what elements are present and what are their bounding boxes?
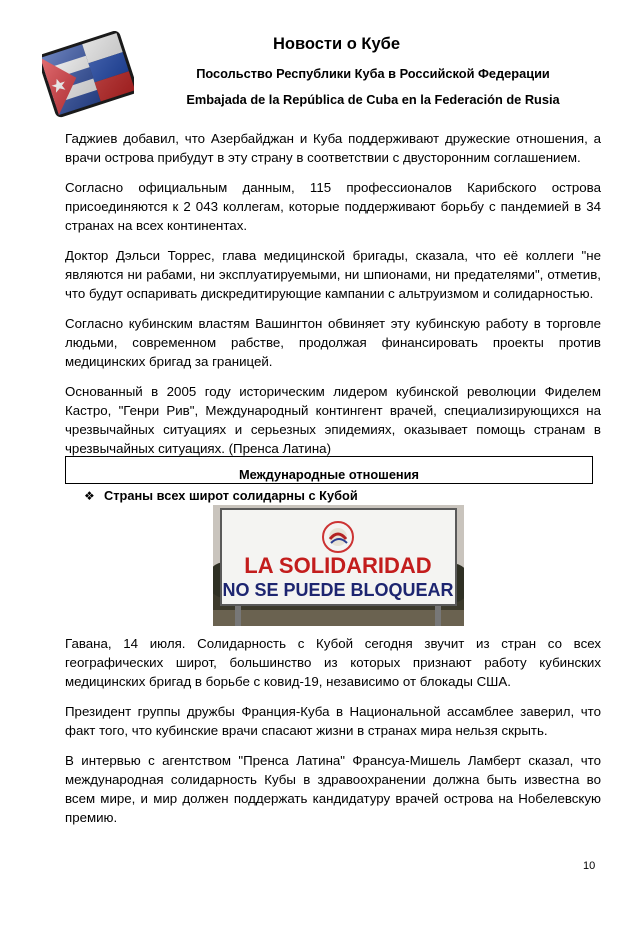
page-title: Новости о Кубе xyxy=(272,35,401,53)
paragraph: Президент группы дружбы Франция-Куба в Национальной ассамблее заверил, что факт того, что кубинские врачи спасают жизни в странах мира нельзя скрыть. xyxy=(65,704,601,738)
embassy-name-es: Embajada de la República de Cuba en la Federación de Rusia xyxy=(186,92,560,107)
sign-line1: LA SOLIDARIDAD xyxy=(244,553,432,578)
paragraph: Гаджиев добавил, что Азербайджан и Куба поддерживают дружеские отношения, а врачи острова прибудут в эту страну в соответствии с двусторонним соглашением. xyxy=(65,131,601,165)
section-header-box xyxy=(65,456,593,484)
diamond-bullet-icon: ❖ xyxy=(84,489,95,503)
paragraph: Гавана, 14 июля. Солидарность с Кубой сегодня звучит из стран со всех географических широт, большинство из которых признают работу кубинских медицинских бригад в борьбе с ковид-19, независимо от блокады США. xyxy=(65,636,601,689)
paragraph: Основанный в 2005 году историческим лидером кубинской революции Фиделем Кастро, "Генри Рив", Международный контингент врачей, специализирующихся на чрезвычайных ситуациях и серьезных эпидемиях, оказывает помощь странам в чрезвычайных ситуациях. (Пренса Латина) xyxy=(65,384,601,456)
section-label: Международные отношения xyxy=(239,467,419,482)
paragraph: Согласно кубинским властям Вашингтон обвиняет эту кубинскую работу в торговле людьми, современном рабстве, продолжая финансировать проекты против медицинских бригад за границей. xyxy=(65,316,601,369)
sign-line2: NO SE PUEDE BLOQUEAR xyxy=(222,580,454,600)
article-body xyxy=(65,634,601,838)
page-number: 10 xyxy=(583,860,596,872)
paragraph: Доктор Дэльси Торрес, глава медицинской бригады, сказала, что её коллеги "не являются ни рабами, ни эксплуатируемыми, ни шпионами, ни предателями", отметив, что будут оспаривать дискредитирующие кампании с альтруизмом и солидарностью. xyxy=(65,248,601,301)
embassy-name-ru: Посольство Республики Куба в Российской Федерации xyxy=(196,66,550,81)
headline-text: Страны всех широт солидарны с Кубой xyxy=(104,488,358,503)
paragraph: Согласно официальным данным, 115 профессионалов Карибского острова присоединяются к 2 043 коллегам, которые поддерживают борьбу с пандемией в 34 странах на всех континентах. xyxy=(65,180,601,233)
solidarity-sign-photo xyxy=(213,505,464,626)
article-continuation xyxy=(65,129,601,469)
article-headline xyxy=(84,488,358,503)
paragraph: В интервью с агентством "Пренса Латина" Франсуа-Мишель Ламберт сказал, что международная солидарность Кубы в здравоохранении должна быть известна во всем мире, и мир должен поддержать кандидатуру врачей острова на Нобелевскую премию. xyxy=(65,753,601,825)
